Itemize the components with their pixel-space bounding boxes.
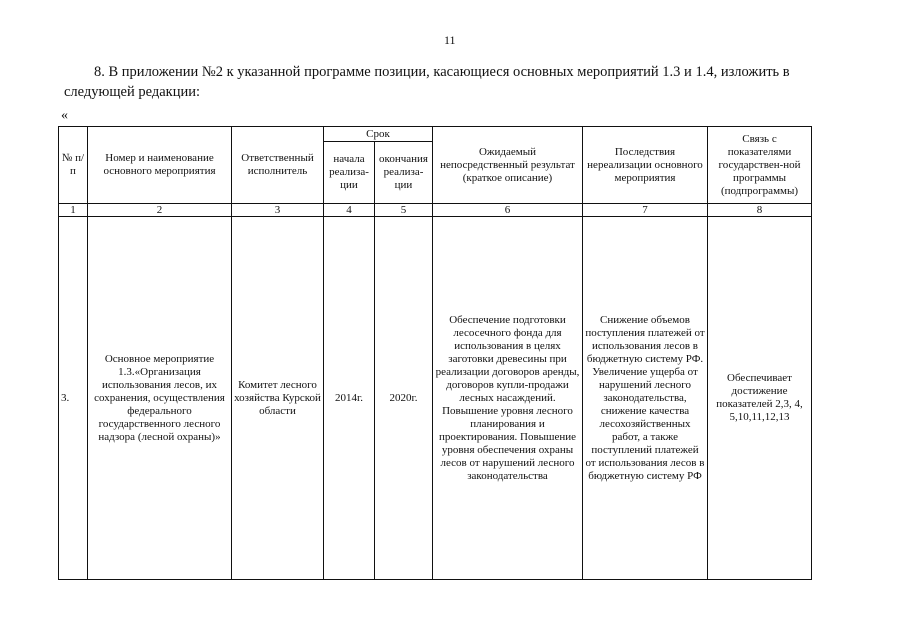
col-number-8: 8 (708, 204, 812, 217)
header-link: Связь с показателями государствен-ной программы (подпрограммы) (708, 127, 812, 204)
row-name: Основное мероприятие 1.3.«Организация использования лесов, их сохранения, осуществления федерального государственного лесного надзора (лесной охраны)» (88, 217, 232, 580)
row-num: 3. (59, 217, 88, 580)
intro-paragraph (64, 62, 824, 102)
col-number-1: 1 (59, 204, 88, 217)
col-number-7: 7 (583, 204, 708, 217)
header-consequences: Последствия нереализации основного мероприятия (583, 127, 708, 204)
col-number-3: 3 (232, 204, 324, 217)
header-result: Ожидаемый непосредственный результат (краткое описание) (433, 127, 583, 204)
intro-line-2: следующей редакции: (64, 84, 201, 100)
col-number-6: 6 (433, 204, 583, 217)
col-number-2: 2 (88, 204, 232, 217)
header-executor: Ответственный исполнитель (232, 127, 324, 204)
header-srok: Срок (324, 127, 433, 142)
row-end: 2020г. (375, 217, 433, 580)
header-start: начала реализа-ции (324, 142, 375, 204)
header-end: окончания реализа-ции (375, 142, 433, 204)
row-result: Обеспечение подготовки лесосечного фонда для использования в целях заготовки древесины при реализации договоров аренды, договоров купли-продажи лесных насаждений. Повышение уровня лесного планирования и проектирования. Повышение уровня обеспечения охраны лесов от нарушений лесного законодательства (433, 217, 583, 580)
row-executor: Комитет лесного хозяйства Курской области (232, 217, 324, 580)
page-number: 11 (444, 33, 456, 47)
row-consequences: Снижение объемов поступления платежей от использования лесов в бюджетную систему РФ. Увеличение ущерба от нарушений лесного законодательства, снижение качества лесохозяйственных работ, а также поступлений платежей от использования лесов в бюджетную систему РФ (583, 217, 708, 580)
intro-line-1: 8. В приложении №2 к указанной программе позиции, касающиеся основных мероприятий 1.3 и 1.4, изложить в (94, 64, 790, 80)
col-number-5: 5 (375, 204, 433, 217)
col-number-4: 4 (324, 204, 375, 217)
header-name: Номер и наименование основного мероприятия (88, 127, 232, 204)
header-num: № п/п (59, 127, 88, 204)
table-row (59, 217, 812, 580)
row-link: Обеспечивает достижение показателей 2,3, 4, 5,10,11,12,13 (708, 217, 812, 580)
measures-table (58, 126, 812, 580)
open-quote: « (61, 108, 68, 123)
row-start: 2014г. (324, 217, 375, 580)
